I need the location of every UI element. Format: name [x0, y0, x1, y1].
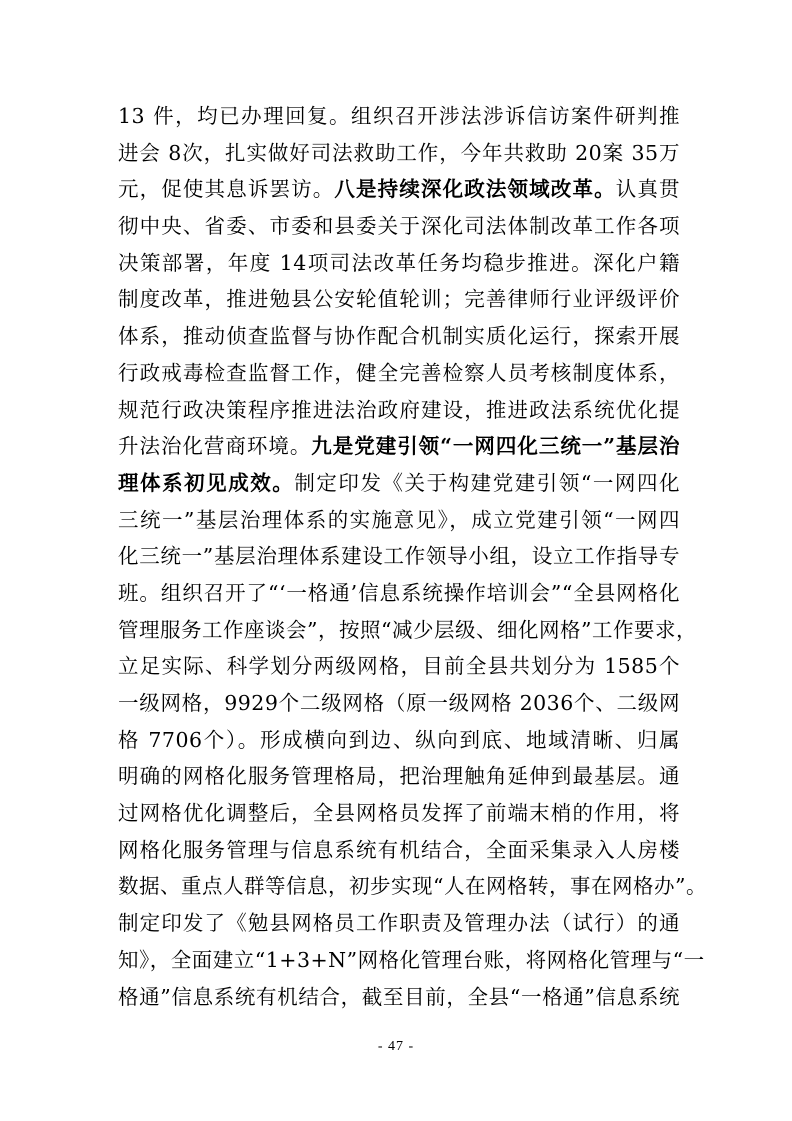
text-line — [118, 905, 680, 942]
text-segment: 决策部署，年度 14项司法改革任务均稳步推进。深化户籍 — [118, 250, 680, 275]
text-line — [118, 612, 697, 649]
text-line — [118, 318, 680, 355]
text-segment: 彻中央、省委、市委和县委关于深化司法体制改革工作各项 — [118, 214, 680, 239]
text-segment: 13 件，均已办理回复。组织召开涉法涉诉信访案件研判推 — [118, 104, 680, 128]
text-line — [118, 392, 680, 429]
text-line — [118, 502, 680, 539]
text-segment: 化三统一”基层治理体系建设工作领导小组，设立工作指导专 — [118, 544, 680, 569]
text-line — [118, 942, 705, 979]
text-line — [118, 832, 680, 869]
text-line — [118, 795, 680, 832]
text-segment: 元，促使其息诉罢访。 — [118, 177, 335, 202]
text-line — [118, 135, 680, 172]
text-segment: 知》，全面建立“1+3+N”网格化管理台账，将网格化管理与“一 — [118, 947, 705, 972]
text-segment: 制度改革，推进勉县公安轮值轮训；完善律师行业评级评价 — [118, 287, 680, 312]
text-line — [118, 758, 680, 795]
text-segment: 管理服务工作座谈会”，按照“减少层级、细化网格”工作要求， — [118, 617, 697, 642]
text-segment: 行政戒毒检查监督工作，健全完善检察人员考核制度体系， — [118, 360, 680, 385]
text-line — [118, 98, 680, 135]
text-line — [118, 685, 680, 722]
text-line — [118, 208, 680, 245]
text-line — [118, 245, 680, 282]
page-number: - 47 - — [377, 1039, 415, 1054]
bold-heading-text: 八是持续深化政法领域改革。 — [334, 177, 616, 202]
text-line — [118, 281, 680, 318]
bold-heading-text: 九是党建引领“一网四化三统一”基层治 — [311, 434, 680, 459]
text-line — [118, 171, 680, 208]
text-line — [118, 868, 707, 905]
text-line — [118, 465, 680, 502]
text-segment: 制定印发《关于构建党建引领“一网四化 — [294, 470, 680, 495]
text-segment: 班。组织召开了“‘一格通’信息系统操作培训会”“全县网格化 — [118, 580, 680, 605]
text-segment: 认真贯 — [615, 177, 681, 202]
text-segment: 明确的网格化服务管理格局，把治理触角延伸到最基层。通 — [118, 764, 680, 789]
text-line — [118, 722, 680, 759]
text-segment: 规范行政决策程序推进法治政府建设，推进政法系统优化提 — [118, 397, 680, 422]
text-segment: 格 7706个）。形成横向到边、纵向到底、地域清晰、归属 — [118, 727, 680, 752]
text-segment: 数据、重点人群等信息，初步实现“人在网格转，事在网格办”。 — [118, 874, 707, 899]
text-line — [118, 575, 680, 612]
text-segment: 升法治化营商环境。 — [118, 434, 312, 459]
text-segment: 进会 8次，扎实做好司法救助工作，今年共救助 20案 35万 — [118, 140, 680, 165]
text-line — [118, 648, 680, 685]
text-line — [118, 538, 680, 575]
text-segment: 一级网格，9929个二级网格（原一级网格 2036个、二级网 — [118, 691, 680, 715]
text-segment: 格通”信息系统有机结合，截至目前，全县“一格通”信息系统 — [118, 984, 680, 1009]
text-line — [118, 355, 680, 392]
text-segment: 立足实际、科学划分两级网格，目前全县共划分为 1585个 — [118, 654, 680, 679]
text-segment: 网格化服务管理与信息系统有机结合，全面采集录入人房楼 — [118, 837, 680, 862]
text-segment: 制定印发了《勉县网格员工作职责及管理办法（试行）的通 — [118, 911, 680, 936]
bold-heading-text: 理体系初见成效。 — [118, 470, 295, 495]
text-segment: 体系，推动侦查监督与协作配合机制实质化运行，探索开展 — [118, 324, 680, 349]
text-line — [118, 979, 680, 1016]
text-line — [118, 428, 680, 465]
body-paragraph — [118, 98, 707, 1015]
text-segment: 过网格优化调整后，全县网格员发挥了前端末梢的作用，将 — [118, 801, 680, 826]
text-segment: 三统一”基层治理体系的实施意见》，成立党建引领“一网四 — [118, 507, 680, 532]
